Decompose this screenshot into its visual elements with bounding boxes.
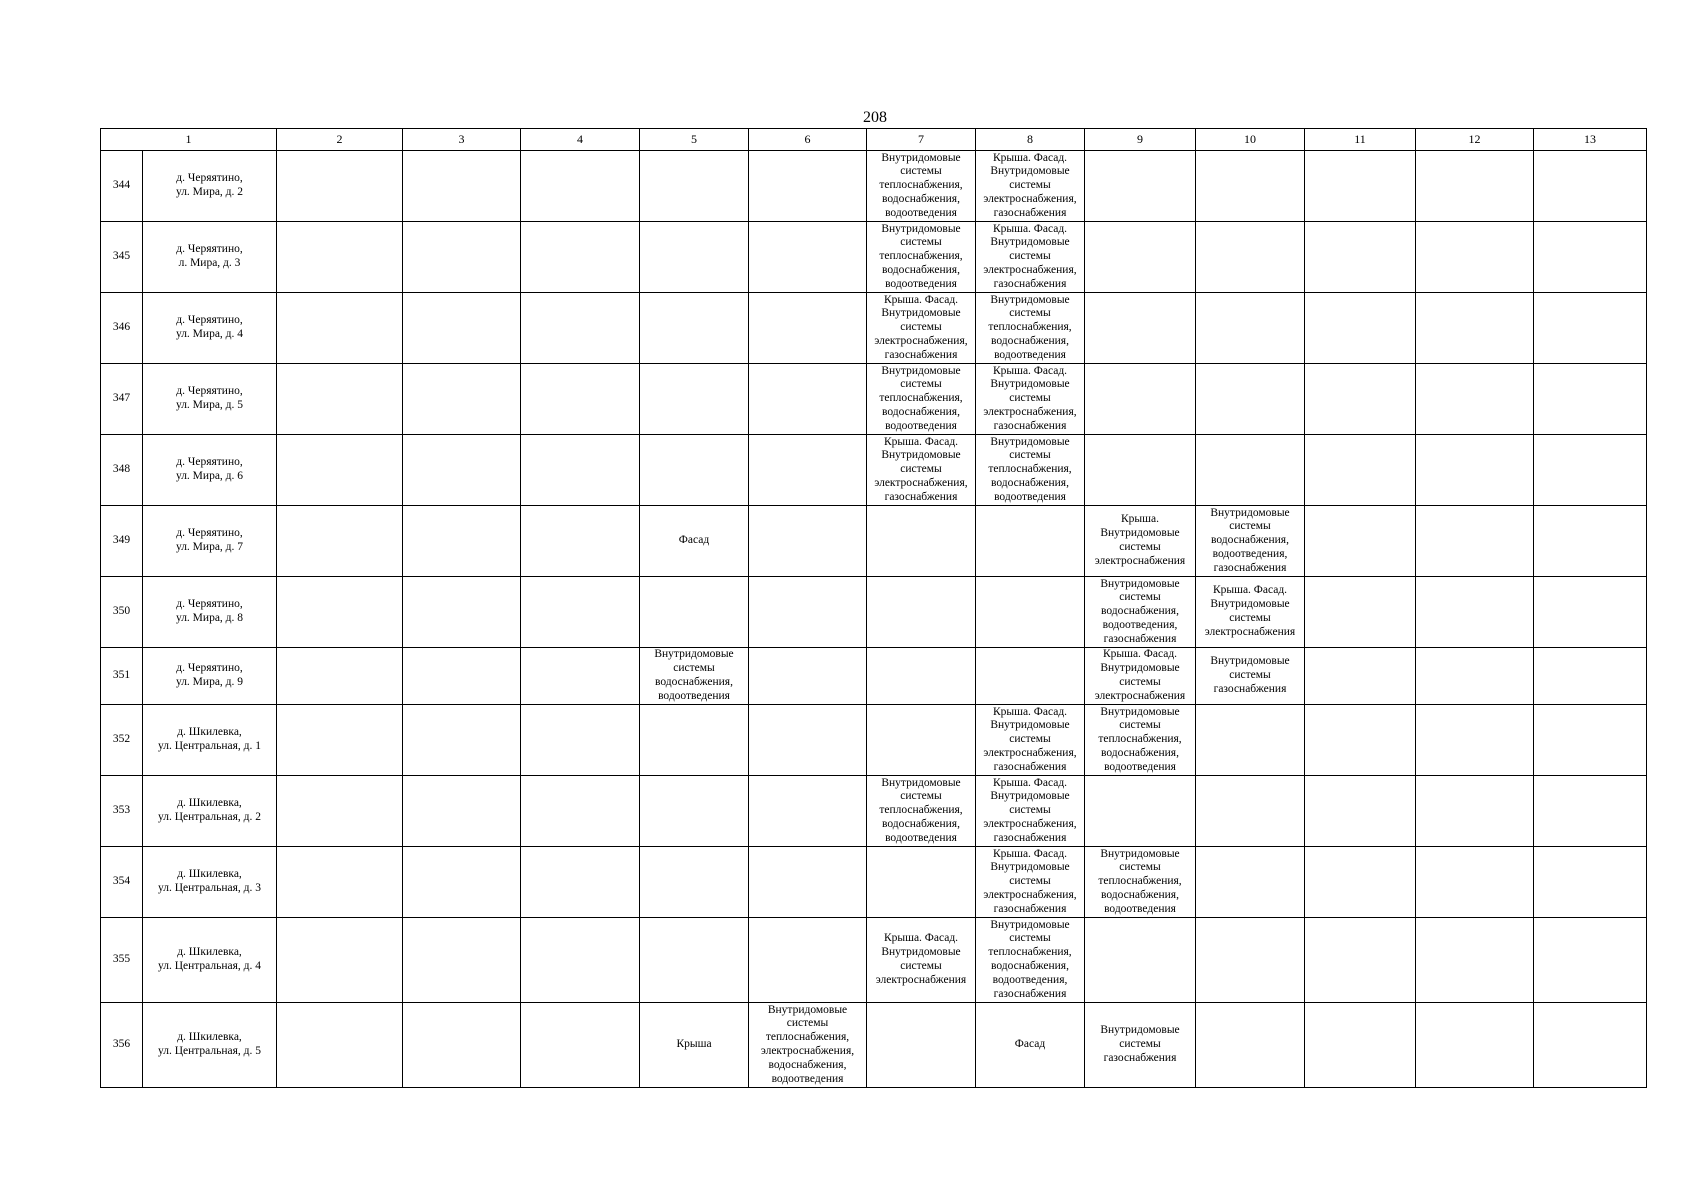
col-13-cell (1534, 918, 1647, 1003)
col-13-cell (1534, 222, 1647, 293)
col-6-cell (749, 918, 867, 1003)
col-12-cell (1416, 648, 1534, 705)
col-5-cell (640, 151, 749, 222)
row-number: 348 (101, 435, 143, 506)
col-11-cell (1305, 577, 1416, 648)
col-13-cell (1534, 705, 1647, 776)
col-13-cell (1534, 435, 1647, 506)
col-7-cell (867, 705, 976, 776)
col-6-cell (749, 222, 867, 293)
col-3-cell (403, 151, 521, 222)
col-5-cell (640, 847, 749, 918)
col-7-cell: Внутридомовые системы теплоснабжения, водоснабжения, водоотведения (867, 222, 976, 293)
row-number: 352 (101, 705, 143, 776)
col-10-cell: Крыша. Фасад. Внутридомовые системы электроснабжения (1196, 577, 1305, 648)
col-6-cell (749, 151, 867, 222)
col-6-cell (749, 776, 867, 847)
col-13-cell (1534, 847, 1647, 918)
col-4-cell (521, 648, 640, 705)
col-5-cell (640, 435, 749, 506)
col-3-cell (403, 705, 521, 776)
address-cell: д. Шкилевка, ул. Центральная, д. 2 (143, 776, 277, 847)
col-13-cell (1534, 1003, 1647, 1088)
col-10-cell (1196, 222, 1305, 293)
col-4-cell (521, 577, 640, 648)
col-5-cell (640, 705, 749, 776)
col-3-cell (403, 847, 521, 918)
column-header-6: 6 (749, 129, 867, 151)
col-10-cell (1196, 151, 1305, 222)
col-12-cell (1416, 151, 1534, 222)
col-5-cell: Внутридомовые системы водоснабжения, водоотведения (640, 648, 749, 705)
col-9-cell (1085, 151, 1196, 222)
col-4-cell (521, 293, 640, 364)
col-2-cell (277, 776, 403, 847)
col-4-cell (521, 847, 640, 918)
col-9-cell (1085, 364, 1196, 435)
col-3-cell (403, 435, 521, 506)
column-number-header-row (101, 129, 1647, 151)
col-5-cell: Фасад (640, 506, 749, 577)
col-10-cell (1196, 918, 1305, 1003)
col-5-cell (640, 364, 749, 435)
col-4-cell (521, 776, 640, 847)
col-4-cell (521, 1003, 640, 1088)
col-10-cell (1196, 1003, 1305, 1088)
col-2-cell (277, 705, 403, 776)
col-9-cell (1085, 918, 1196, 1003)
col-2-cell (277, 648, 403, 705)
col-9-cell: Крыша. Фасад. Внутридомовые системы электроснабжения (1085, 648, 1196, 705)
col-10-cell: Внутридомовые системы водоснабжения, водоотведения, газоснабжения (1196, 506, 1305, 577)
column-header-4: 4 (521, 129, 640, 151)
address-cell: д. Черяятино, ул. Мира, д. 7 (143, 506, 277, 577)
col-6-cell (749, 293, 867, 364)
row-number: 354 (101, 847, 143, 918)
col-9-cell (1085, 776, 1196, 847)
col-11-cell (1305, 847, 1416, 918)
column-header-12: 12 (1416, 129, 1534, 151)
address-cell: д. Черяятино, ул. Мира, д. 6 (143, 435, 277, 506)
col-12-cell (1416, 364, 1534, 435)
col-4-cell (521, 222, 640, 293)
col-5-cell: Крыша (640, 1003, 749, 1088)
col-12-cell (1416, 847, 1534, 918)
col-13-cell (1534, 506, 1647, 577)
address-cell: д. Черяятино, ул. Мира, д. 5 (143, 364, 277, 435)
col-4-cell (521, 435, 640, 506)
col-7-cell: Крыша. Фасад. Внутридомовые системы электроснабжения, газоснабжения (867, 293, 976, 364)
col-11-cell (1305, 918, 1416, 1003)
col-3-cell (403, 293, 521, 364)
col-10-cell (1196, 776, 1305, 847)
col-3-cell (403, 364, 521, 435)
col-12-cell (1416, 1003, 1534, 1088)
col-8-cell: Фасад (976, 1003, 1085, 1088)
col-9-cell (1085, 293, 1196, 364)
col-6-cell (749, 577, 867, 648)
col-8-cell: Крыша. Фасад. Внутридомовые системы электроснабжения, газоснабжения (976, 847, 1085, 918)
col-4-cell (521, 364, 640, 435)
col-7-cell: Крыша. Фасад. Внутридомовые системы электроснабжения (867, 918, 976, 1003)
col-3-cell (403, 918, 521, 1003)
col-9-cell (1085, 435, 1196, 506)
address-cell: д. Шкилевка, ул. Центральная, д. 3 (143, 847, 277, 918)
column-header-3: 3 (403, 129, 521, 151)
address-cell: д. Черяятино, ул. Мира, д. 8 (143, 577, 277, 648)
col-11-cell (1305, 151, 1416, 222)
col-5-cell (640, 577, 749, 648)
col-10-cell (1196, 847, 1305, 918)
address-cell: д. Шкилевка, ул. Центральная, д. 5 (143, 1003, 277, 1088)
col-7-cell (867, 648, 976, 705)
table-row (101, 577, 1647, 648)
col-6-cell (749, 435, 867, 506)
row-number: 353 (101, 776, 143, 847)
col-7-cell (867, 506, 976, 577)
table-row (101, 776, 1647, 847)
address-cell: д. Шкилевка, ул. Центральная, д. 4 (143, 918, 277, 1003)
column-header-7: 7 (867, 129, 976, 151)
col-6-cell: Внутридомовые системы теплоснабжения, электроснабжения, водоснабжения, водоотведения (749, 1003, 867, 1088)
col-8-cell: Крыша. Фасад. Внутридомовые системы электроснабжения, газоснабжения (976, 705, 1085, 776)
table-row (101, 435, 1647, 506)
col-3-cell (403, 1003, 521, 1088)
col-12-cell (1416, 776, 1534, 847)
col-9-cell: Внутридомовые системы газоснабжения (1085, 1003, 1196, 1088)
col-2-cell (277, 1003, 403, 1088)
col-4-cell (521, 506, 640, 577)
table-row (101, 705, 1647, 776)
col-11-cell (1305, 648, 1416, 705)
row-number: 356 (101, 1003, 143, 1088)
col-7-cell (867, 577, 976, 648)
col-12-cell (1416, 577, 1534, 648)
col-8-cell: Внутридомовые системы теплоснабжения, водоснабжения, водоотведения (976, 435, 1085, 506)
column-header-10: 10 (1196, 129, 1305, 151)
col-4-cell (521, 705, 640, 776)
col-12-cell (1416, 222, 1534, 293)
col-13-cell (1534, 151, 1647, 222)
col-8-cell: Крыша. Фасад. Внутридомовые системы электроснабжения, газоснабжения (976, 222, 1085, 293)
col-9-cell: Внутридомовые системы водоснабжения, водоотведения, газоснабжения (1085, 577, 1196, 648)
col-2-cell (277, 506, 403, 577)
col-8-cell: Внутридомовые системы теплоснабжения, водоснабжения, водоотведения (976, 293, 1085, 364)
col-2-cell (277, 151, 403, 222)
col-10-cell (1196, 705, 1305, 776)
col-7-cell: Внутридомовые системы теплоснабжения, водоснабжения, водоотведения (867, 151, 976, 222)
page-number: 208 (863, 109, 887, 126)
col-9-cell: Крыша. Внутридомовые системы электроснабжения (1085, 506, 1196, 577)
col-11-cell (1305, 705, 1416, 776)
col-11-cell (1305, 222, 1416, 293)
col-12-cell (1416, 705, 1534, 776)
row-number: 350 (101, 577, 143, 648)
col-3-cell (403, 776, 521, 847)
col-2-cell (277, 918, 403, 1003)
col-4-cell (521, 151, 640, 222)
col-13-cell (1534, 577, 1647, 648)
col-6-cell (749, 506, 867, 577)
col-8-cell: Крыша. Фасад. Внутридомовые системы электроснабжения, газоснабжения (976, 364, 1085, 435)
column-header-1: 1 (101, 129, 277, 151)
col-3-cell (403, 648, 521, 705)
col-4-cell (521, 918, 640, 1003)
col-3-cell (403, 222, 521, 293)
col-12-cell (1416, 435, 1534, 506)
col-3-cell (403, 577, 521, 648)
col-9-cell (1085, 222, 1196, 293)
row-number: 351 (101, 648, 143, 705)
col-10-cell: Внутридомовые системы газоснабжения (1196, 648, 1305, 705)
col-2-cell (277, 293, 403, 364)
col-13-cell (1534, 364, 1647, 435)
col-12-cell (1416, 293, 1534, 364)
column-header-2: 2 (277, 129, 403, 151)
row-number: 347 (101, 364, 143, 435)
table-row (101, 648, 1647, 705)
col-8-cell: Крыша. Фасад. Внутридомовые системы электроснабжения, газоснабжения (976, 151, 1085, 222)
col-7-cell (867, 847, 976, 918)
col-13-cell (1534, 648, 1647, 705)
col-5-cell (640, 293, 749, 364)
col-11-cell (1305, 435, 1416, 506)
col-8-cell (976, 648, 1085, 705)
col-6-cell (749, 705, 867, 776)
col-7-cell: Крыша. Фасад. Внутридомовые системы электроснабжения, газоснабжения (867, 435, 976, 506)
col-2-cell (277, 364, 403, 435)
repair-schedule-table (100, 128, 1647, 1088)
table-row (101, 1003, 1647, 1088)
col-8-cell (976, 506, 1085, 577)
table-row (101, 506, 1647, 577)
address-cell: д. Черяятино, л. Мира, д. 3 (143, 222, 277, 293)
col-6-cell (749, 847, 867, 918)
col-6-cell (749, 364, 867, 435)
col-3-cell (403, 506, 521, 577)
col-10-cell (1196, 293, 1305, 364)
col-5-cell (640, 918, 749, 1003)
col-10-cell (1196, 435, 1305, 506)
row-number: 355 (101, 918, 143, 1003)
row-number: 346 (101, 293, 143, 364)
col-2-cell (277, 435, 403, 506)
col-11-cell (1305, 776, 1416, 847)
col-11-cell (1305, 293, 1416, 364)
col-13-cell (1534, 776, 1647, 847)
table-row (101, 364, 1647, 435)
address-cell: д. Шкилевка, ул. Центральная, д. 1 (143, 705, 277, 776)
col-7-cell: Внутридомовые системы теплоснабжения, водоснабжения, водоотведения (867, 364, 976, 435)
row-number: 345 (101, 222, 143, 293)
table-row (101, 293, 1647, 364)
address-cell: д. Черяятино, ул. Мира, д. 2 (143, 151, 277, 222)
col-11-cell (1305, 506, 1416, 577)
column-header-8: 8 (976, 129, 1085, 151)
column-header-11: 11 (1305, 129, 1416, 151)
col-7-cell (867, 1003, 976, 1088)
row-number: 349 (101, 506, 143, 577)
col-10-cell (1196, 364, 1305, 435)
col-5-cell (640, 222, 749, 293)
column-header-13: 13 (1534, 129, 1647, 151)
col-2-cell (277, 847, 403, 918)
col-9-cell: Внутридомовые системы теплоснабжения, водоснабжения, водоотведения (1085, 705, 1196, 776)
col-7-cell: Внутридомовые системы теплоснабжения, водоснабжения, водоотведения (867, 776, 976, 847)
address-cell: д. Черяятино, ул. Мира, д. 9 (143, 648, 277, 705)
col-12-cell (1416, 918, 1534, 1003)
row-number: 344 (101, 151, 143, 222)
column-header-9: 9 (1085, 129, 1196, 151)
col-11-cell (1305, 364, 1416, 435)
table-row (101, 847, 1647, 918)
col-8-cell: Внутридомовые системы теплоснабжения, водоснабжения, водоотведения, газоснабжения (976, 918, 1085, 1003)
col-2-cell (277, 222, 403, 293)
column-header-5: 5 (640, 129, 749, 151)
col-13-cell (1534, 293, 1647, 364)
col-8-cell: Крыша. Фасад. Внутридомовые системы электроснабжения, газоснабжения (976, 776, 1085, 847)
table-row (101, 151, 1647, 222)
table-row (101, 222, 1647, 293)
col-8-cell (976, 577, 1085, 648)
col-6-cell (749, 648, 867, 705)
table-body (101, 129, 1647, 1088)
address-cell: д. Черяятино, ул. Мира, д. 4 (143, 293, 277, 364)
col-5-cell (640, 776, 749, 847)
table-row (101, 918, 1647, 1003)
col-11-cell (1305, 1003, 1416, 1088)
col-2-cell (277, 577, 403, 648)
col-12-cell (1416, 506, 1534, 577)
col-9-cell: Внутридомовые системы теплоснабжения, водоснабжения, водоотведения (1085, 847, 1196, 918)
